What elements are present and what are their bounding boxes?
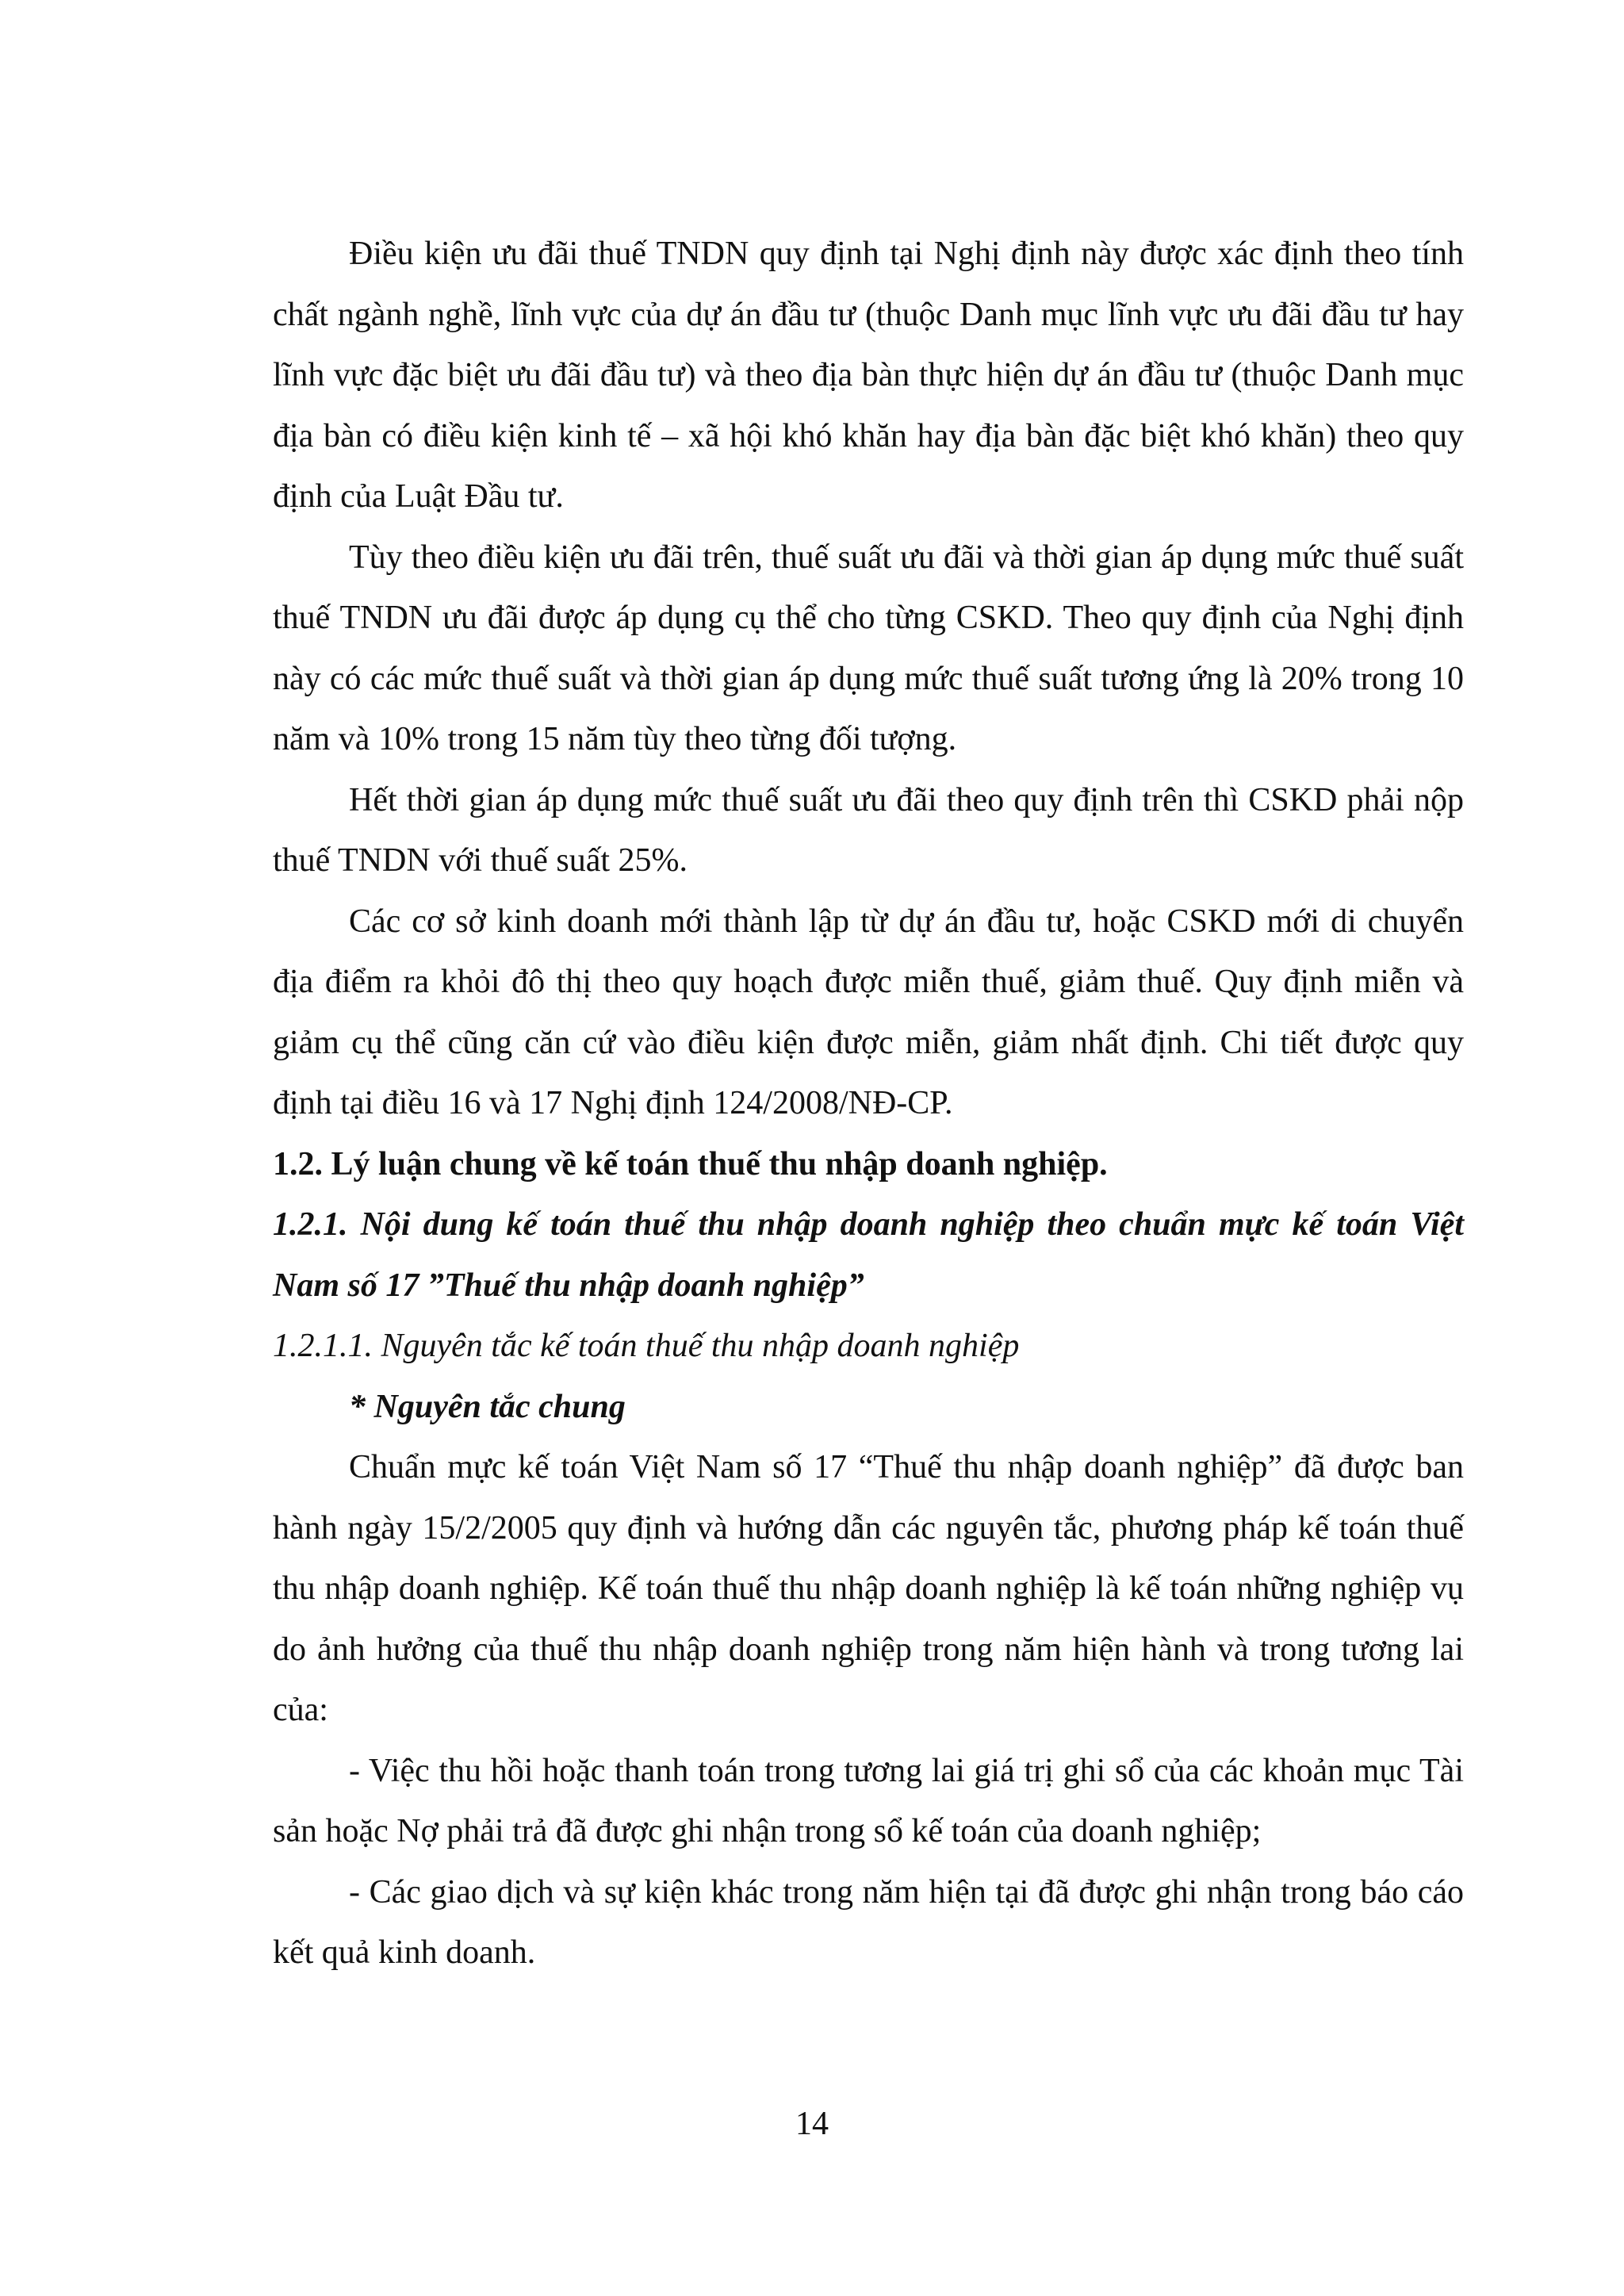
paragraph-standard-rate: Hết thời gian áp dụng mức thuế suất ưu đãi theo quy định trên thì CSKD phải nộp thuế TNDN với thuế suất 25%. — [273, 781, 1464, 879]
heading-section-1-2-1-1: 1.2.1.1. Nguyên tắc kế toán thuế thu nhập doanh nghiệp — [273, 1328, 1020, 1364]
page-body — [273, 224, 1464, 1984]
list-item-other-transactions: - Các giao dịch và sự kiện khác trong năm hiện tại đã được ghi nhận trong báo cáo kết quả kinh doanh. — [273, 1873, 1464, 1971]
page-number: 14 — [795, 2106, 829, 2142]
paragraph-exemptions: Các cơ sở kinh doanh mới thành lập từ dự án đầu tư, hoặc CSKD mới di chuyển địa điểm ra khỏi đô thị theo quy hoạch được miễn thuế, giảm thuế. Quy định miễn và giảm cụ thể cũng căn cứ vào điều kiện được miễn, giảm nhất định. Chi tiết được quy định tại điều 16 và 17 Nghị định 124/2008/NĐ-CP. — [273, 903, 1464, 1121]
heading-general-principle: * Nguyên tắc chung — [349, 1388, 626, 1425]
heading-section-1-2: 1.2. Lý luận chung về kế toán thuế thu nhập doanh nghiệp. — [273, 1145, 1108, 1182]
paragraph-tax-incentive-conditions: Điều kiện ưu đãi thuế TNDN quy định tại Nghị định này được xác định theo tính chất ngành nghề, lĩnh vực của dự án đầu tư (thuộc Danh mục lĩnh vực ưu đãi đầu tư hay lĩnh vực đặc biệt ưu đãi đầu tư) và theo địa bàn thực hiện dự án đầu tư (thuộc Danh mục địa bàn có điều kiện kinh tế – xã hội khó khăn hay địa bàn đặc biệt khó khăn) theo quy định của Luật Đầu tư. — [273, 236, 1464, 515]
paragraph-vas17-intro: Chuẩn mực kế toán Việt Nam số 17 “Thuế thu nhập doanh nghiệp” đã được ban hành ngày 15/2/2005 quy định và hướng dẫn các nguyên tắc, phương pháp kế toán thuế thu nhập doanh nghiệp. Kế toán thuế thu nhập doanh nghiệp là kế toán những nghiệp vụ do ảnh hưởng của thuế thu nhập doanh nghiệp trong năm hiện hành và trong tương lai của: — [273, 1449, 1464, 1728]
heading-section-1-2-1: 1.2.1. Nội dung kế toán thuế thu nhập doanh nghiệp theo chuẩn mực kế toán Việt Nam số 17 ”Thuế thu nhập doanh nghiệp” — [273, 1206, 1464, 1304]
paragraph-tax-rates: Tùy theo điều kiện ưu đãi trên, thuế suất ưu đãi và thời gian áp dụng mức thuế suất thuế TNDN ưu đãi được áp dụng cụ thể cho từng CSKD. Theo quy định của Nghị định này có các mức thuế suất và thời gian áp dụng mức thuế suất tương ứng là 20% trong 10 năm và 10% trong 15 năm tùy theo từng đối tượng. — [273, 539, 1464, 757]
list-item-recovery-settlement: - Việc thu hồi hoặc thanh toán trong tương lai giá trị ghi sổ của các khoản mục Tài sản hoặc Nợ phải trả đã được ghi nhận trong sổ kế toán của doanh nghiệp; — [273, 1752, 1464, 1849]
